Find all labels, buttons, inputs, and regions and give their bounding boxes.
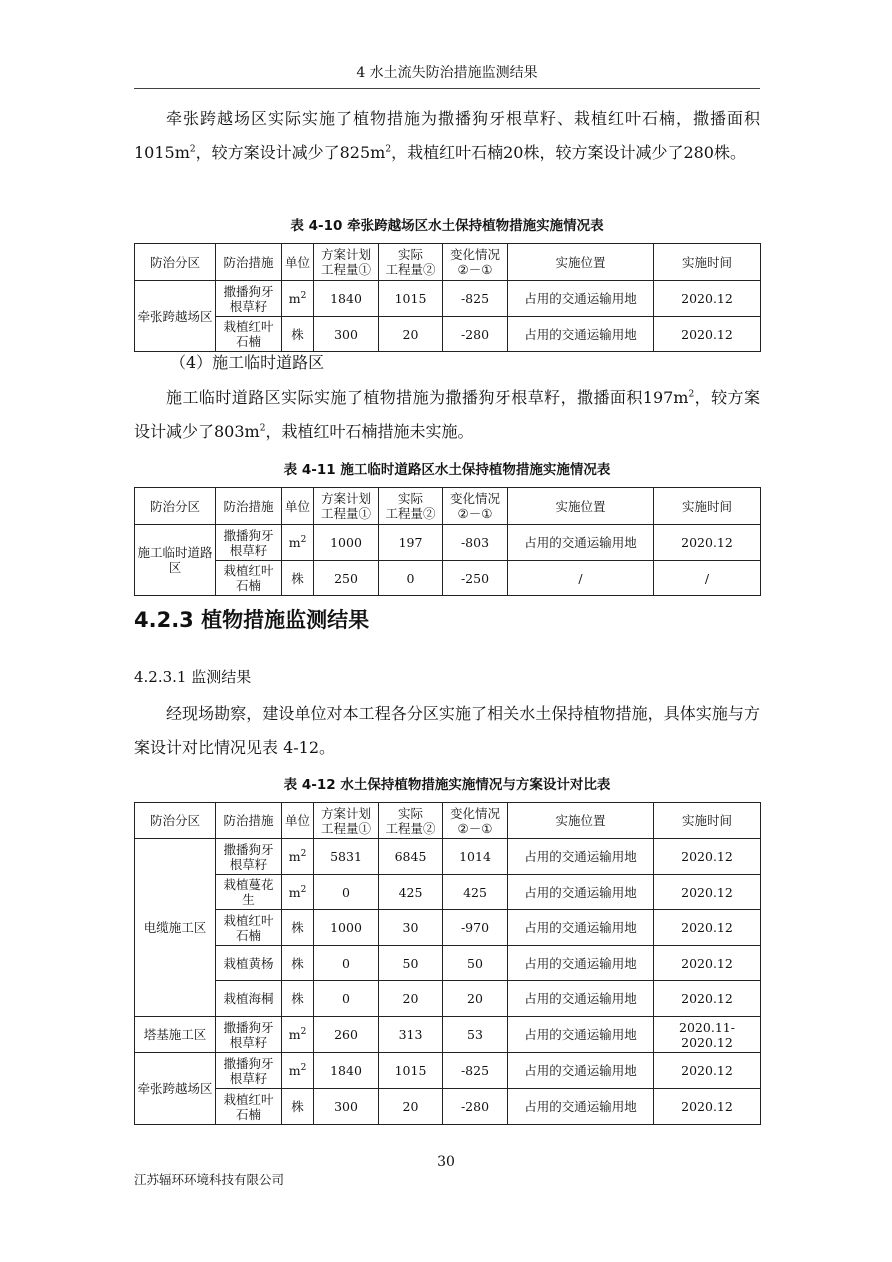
cell-unit: 株: [282, 317, 314, 352]
cell-time: 2020.12: [654, 281, 761, 317]
cell-location: /: [508, 561, 654, 596]
header-unit: 单位: [282, 488, 314, 525]
cell-plan: 0: [314, 981, 379, 1017]
cell-location: 占用的交通运输用地: [508, 981, 654, 1017]
header-measure: 防治措施: [216, 803, 282, 839]
cell-unit: 株: [282, 1089, 314, 1125]
page-number: 30: [437, 1154, 455, 1170]
table-row: [135, 946, 761, 981]
header-change: 变化情况 ②－①: [443, 488, 508, 525]
cell-time: 2020.11-2020.12: [654, 1017, 761, 1053]
table-header-row: [135, 803, 761, 839]
table-row: [135, 525, 761, 561]
header-actual: 实际 工程量②: [379, 488, 443, 525]
table-row: [135, 875, 761, 910]
table-row: [135, 1053, 761, 1089]
cell-change: -280: [443, 317, 508, 352]
cell-measure: 撒播狗牙根草籽: [216, 1017, 282, 1053]
table-row: [135, 839, 761, 875]
cell-time: /: [654, 561, 761, 596]
header-zone: 防治分区: [135, 244, 216, 281]
table-header-row: [135, 244, 761, 281]
cell-actual: 425: [379, 875, 443, 910]
paragraph-1: [134, 102, 760, 170]
header-actual: 实际 工程量②: [379, 244, 443, 281]
cell-actual: 50: [379, 946, 443, 981]
cell-plan: 5831: [314, 839, 379, 875]
cell-measure: 栽植蔓花生: [216, 875, 282, 910]
cell-actual: 1015: [379, 1053, 443, 1089]
cell-change: 20: [443, 981, 508, 1017]
cell-change: 50: [443, 946, 508, 981]
cell-location: 占用的交通运输用地: [508, 1053, 654, 1089]
header-unit: 单位: [282, 803, 314, 839]
cell-actual: 20: [379, 1089, 443, 1125]
subsection-heading: 4.2.3.1 监测结果: [134, 668, 252, 686]
header-time: 实施时间: [654, 244, 761, 281]
cell-actual: 20: [379, 317, 443, 352]
cell-zone: 施工临时道路区: [135, 525, 216, 596]
cell-location: 占用的交通运输用地: [508, 281, 654, 317]
cell-unit: $m^2$: [282, 525, 314, 561]
table-4-11: [134, 487, 761, 596]
cell-change: -825: [443, 281, 508, 317]
cell-measure: 撒播狗牙根草籽: [216, 839, 282, 875]
paragraph-2: [134, 381, 760, 449]
cell-measure: 栽植海桐: [216, 981, 282, 1017]
cell-location: 占用的交通运输用地: [508, 525, 654, 561]
cell-plan: 300: [314, 1089, 379, 1125]
cell-time: 2020.12: [654, 1053, 761, 1089]
cell-plan: 1000: [314, 525, 379, 561]
header-change: 变化情况 ②－①: [443, 244, 508, 281]
cell-location: 占用的交通运输用地: [508, 946, 654, 981]
cell-change: -825: [443, 1053, 508, 1089]
table-4-12-caption: 表 4-12 水土保持植物措施实施情况与方案设计对比表: [283, 777, 611, 793]
cell-location: 占用的交通运输用地: [508, 1017, 654, 1053]
paragraph-1-part-a: 牵张跨越场区实际实施了植物措施为撒播狗牙根草籽、栽植红叶石楠，撒播面积1015m: [134, 109, 760, 162]
cell-unit: $m^2$: [282, 839, 314, 875]
cell-change: -280: [443, 1089, 508, 1125]
cell-change: -250: [443, 561, 508, 596]
cell-plan: 1000: [314, 910, 379, 946]
cell-time: 2020.12: [654, 839, 761, 875]
paragraph-2-part-a: 施工临时道路区实际实施了植物措施为撒播狗牙根草籽，撒播面积197m: [166, 388, 689, 407]
cell-time: 2020.12: [654, 946, 761, 981]
cell-change: 53: [443, 1017, 508, 1053]
cell-measure: 撒播狗牙根草籽: [216, 281, 282, 317]
cell-zone: 塔基施工区: [135, 1017, 216, 1053]
cell-plan: 300: [314, 317, 379, 352]
header-change: 变化情况 ②－①: [443, 803, 508, 839]
cell-time: 2020.12: [654, 981, 761, 1017]
cell-unit: $m^2$: [282, 875, 314, 910]
paragraph-2-part-b: ，较方案设计减少了803m: [134, 388, 760, 441]
header-unit: 单位: [282, 244, 314, 281]
cell-measure: 撒播狗牙根草籽: [216, 525, 282, 561]
cell-change: -970: [443, 910, 508, 946]
table-header-row: [135, 488, 761, 525]
cell-actual: 1015: [379, 281, 443, 317]
cell-location: 占用的交通运输用地: [508, 910, 654, 946]
cell-unit: 株: [282, 561, 314, 596]
header-actual: 实际 工程量②: [379, 803, 443, 839]
cell-change: 1014: [443, 839, 508, 875]
cell-time: 2020.12: [654, 1089, 761, 1125]
cell-plan: 0: [314, 875, 379, 910]
cell-measure: 栽植红叶石楠: [216, 317, 282, 352]
cell-measure: 撒播狗牙根草籽: [216, 1053, 282, 1089]
running-header: 4 水土流失防治措施监测结果: [134, 62, 760, 89]
header-location: 实施位置: [508, 803, 654, 839]
header-location: 实施位置: [508, 244, 654, 281]
table-4-10-caption: 表 4-10 牵张跨越场区水土保持植物措施实施情况表: [290, 218, 604, 234]
cell-measure: 栽植黄杨: [216, 946, 282, 981]
cell-zone: 牵张跨越场区: [135, 1053, 216, 1125]
cell-plan: 0: [314, 946, 379, 981]
superscript-2: 2: [189, 144, 196, 155]
cell-measure: 栽植红叶石楠: [216, 561, 282, 596]
cell-location: 占用的交通运输用地: [508, 317, 654, 352]
superscript-2: 2: [259, 423, 266, 434]
subsection-4-heading: （4）施工临时道路区: [170, 353, 325, 372]
superscript-2: 2: [688, 389, 695, 400]
table-4-11-caption: 表 4-11 施工临时道路区水土保持植物措施实施情况表: [283, 462, 611, 478]
cell-zone: 电缆施工区: [135, 839, 216, 1017]
cell-actual: 20: [379, 981, 443, 1017]
cell-unit: 株: [282, 946, 314, 981]
paragraph-1-part-b: ，较方案设计减少了825m: [195, 143, 386, 162]
cell-actual: 197: [379, 525, 443, 561]
cell-unit: $m^2$: [282, 1053, 314, 1089]
cell-location: 占用的交通运输用地: [508, 875, 654, 910]
cell-change: 425: [443, 875, 508, 910]
header-zone: 防治分区: [135, 803, 216, 839]
header-zone: 防治分区: [135, 488, 216, 525]
cell-measure: 栽植红叶石楠: [216, 910, 282, 946]
cell-unit: 株: [282, 981, 314, 1017]
header-location: 实施位置: [508, 488, 654, 525]
cell-time: 2020.12: [654, 317, 761, 352]
cell-unit: $m^2$: [282, 1017, 314, 1053]
cell-plan: 1840: [314, 1053, 379, 1089]
header-plan: 方案计划 工程量①: [314, 244, 379, 281]
cell-unit: $m^2$: [282, 281, 314, 317]
table-row: [135, 281, 761, 317]
cell-zone: 牵张跨越场区: [135, 281, 216, 352]
table-row: [135, 1017, 761, 1053]
cell-time: 2020.12: [654, 910, 761, 946]
cell-plan: 260: [314, 1017, 379, 1053]
cell-actual: 30: [379, 910, 443, 946]
cell-location: 占用的交通运输用地: [508, 1089, 654, 1125]
paragraph-3: 经现场勘察，建设单位对本工程各分区实施了相关水土保持植物措施，具体实施与方案设计对比情况见表 4-12。: [134, 704, 760, 757]
section-heading: 4.2.3 植物措施监测结果: [134, 608, 370, 632]
paragraph-1-part-c: ，栽植红叶石楠20株，较方案设计减少了280株。: [391, 143, 746, 162]
header-time: 实施时间: [654, 488, 761, 525]
header-measure: 防治措施: [216, 488, 282, 525]
header-plan: 方案计划 工程量①: [314, 803, 379, 839]
cell-actual: 0: [379, 561, 443, 596]
cell-actual: 6845: [379, 839, 443, 875]
cell-actual: 313: [379, 1017, 443, 1053]
cell-plan: 1840: [314, 281, 379, 317]
company-footer: 江苏辐环环境科技有限公司: [134, 1172, 285, 1187]
header-plan: 方案计划 工程量①: [314, 488, 379, 525]
header-measure: 防治措施: [216, 244, 282, 281]
header-time: 实施时间: [654, 803, 761, 839]
cell-time: 2020.12: [654, 525, 761, 561]
cell-change: -803: [443, 525, 508, 561]
table-row: [135, 1089, 761, 1125]
table-row: [135, 910, 761, 946]
table-4-12: [134, 802, 761, 1125]
table-row: [135, 981, 761, 1017]
cell-time: 2020.12: [654, 875, 761, 910]
table-4-10: [134, 243, 761, 352]
paragraph-2-part-c: ，栽植红叶石楠措施未实施。: [265, 422, 474, 441]
table-row: [135, 561, 761, 596]
cell-location: 占用的交通运输用地: [508, 839, 654, 875]
superscript-2: 2: [385, 144, 392, 155]
table-row: [135, 317, 761, 352]
cell-plan: 250: [314, 561, 379, 596]
cell-measure: 栽植红叶石楠: [216, 1089, 282, 1125]
cell-unit: 株: [282, 910, 314, 946]
